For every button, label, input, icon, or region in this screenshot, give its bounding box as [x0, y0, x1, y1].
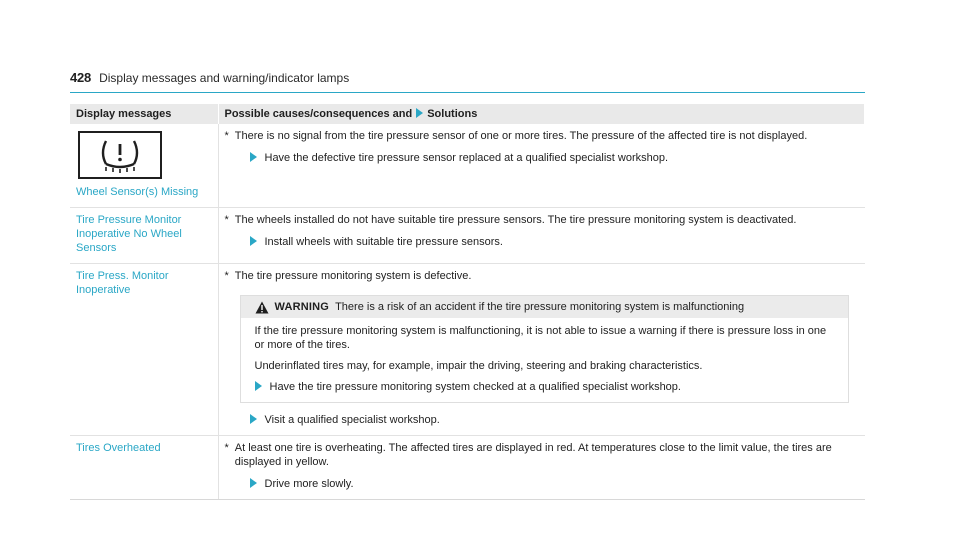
warning-solution-step	[255, 380, 836, 394]
solution-step	[250, 477, 859, 491]
arrow-right-icon	[255, 381, 262, 391]
solution-step	[250, 151, 859, 165]
warning-paragraph: If the tire pressure monitoring system is malfunctioning, it is not able to issue a warning if there is pressure loss in one or more of the tires.	[254, 325, 827, 351]
cause-text: The tire pressure monitoring system is defective.	[234, 270, 472, 282]
warning-title: There is a risk of an accident if the tire pressure monitoring system is malfunctioning	[335, 301, 745, 313]
arrow-right-icon	[250, 414, 257, 424]
page-number: 428	[70, 70, 92, 85]
message-wheel-sensors-missing: Wheel Sensor(s) Missing	[76, 186, 199, 198]
warning-paragraph: Underinflated tires may, for example, impair the driving, steering and braking characteristics.	[254, 360, 703, 372]
warning-box	[240, 295, 849, 403]
message-cell	[70, 436, 218, 500]
warning-body	[241, 318, 848, 402]
message-tire-press-monitor-inoperative: Tire Press. Monitor Inoperative	[76, 270, 169, 296]
solution-text: Have the defective tire pressure sensor replaced at a qualified specialist workshop.	[264, 152, 669, 164]
tire-pressure-warning-icon	[78, 131, 162, 179]
message-cell	[70, 208, 218, 264]
arrow-right-icon	[250, 152, 257, 162]
header-display-messages: Display messages	[70, 104, 218, 124]
solution-text: Have the tire pressure monitoring system checked at a qualified specialist workshop.	[269, 381, 681, 393]
arrow-right-icon	[416, 108, 423, 118]
header-causes-label: Possible causes/consequences and	[224, 108, 413, 120]
cause-cell	[218, 208, 865, 264]
cause-text: There is no signal from the tire pressure sensor of one or more tires. The pressure of the affected tire is not displayed.	[234, 130, 808, 142]
cause-text: At least one tire is overheating. The affected tires are displayed in red. At temperatures close to the limit value, the tires are displayed in yellow.	[234, 442, 832, 468]
solution-text: Install wheels with suitable tire pressure sensors.	[264, 236, 503, 248]
arrow-right-icon	[250, 236, 257, 246]
solution-step	[250, 235, 859, 249]
table-row	[70, 208, 865, 264]
message-tires-overheated: Tires Overheated	[76, 442, 161, 454]
page-title: Display messages and warning/indicator lamps	[99, 71, 350, 85]
cause-cell	[218, 264, 865, 436]
cause-cell	[218, 436, 865, 500]
cause-cell	[218, 124, 865, 208]
message-cell	[70, 124, 218, 208]
warning-triangle-icon	[255, 301, 269, 314]
warning-label: WARNING	[274, 301, 330, 313]
table-row	[70, 264, 865, 436]
footnote-star: *	[224, 270, 229, 282]
message-tpms-no-wheel-sensors: Tire Pressure Monitor Inoperative No Wheel Sensors	[76, 214, 182, 254]
warning-header	[241, 296, 848, 318]
message-cell	[70, 264, 218, 436]
page-header	[70, 70, 865, 93]
footnote-star: *	[224, 214, 229, 226]
display-messages-table	[70, 104, 865, 500]
table-row	[70, 436, 865, 500]
table-header-row	[70, 104, 865, 124]
solution-step	[250, 413, 859, 427]
footnote-star: *	[224, 442, 229, 454]
solution-text: Visit a qualified specialist workshop.	[264, 414, 440, 426]
arrow-right-icon	[250, 478, 257, 488]
header-solutions-label: Solutions	[427, 108, 478, 120]
cause-text: The wheels installed do not have suitable tire pressure sensors. The tire pressure monitoring system is deactivated.	[234, 214, 797, 226]
table-row	[70, 124, 865, 208]
header-causes-solutions	[218, 104, 865, 124]
footnote-star: *	[224, 130, 229, 142]
solution-text: Drive more slowly.	[264, 478, 354, 490]
